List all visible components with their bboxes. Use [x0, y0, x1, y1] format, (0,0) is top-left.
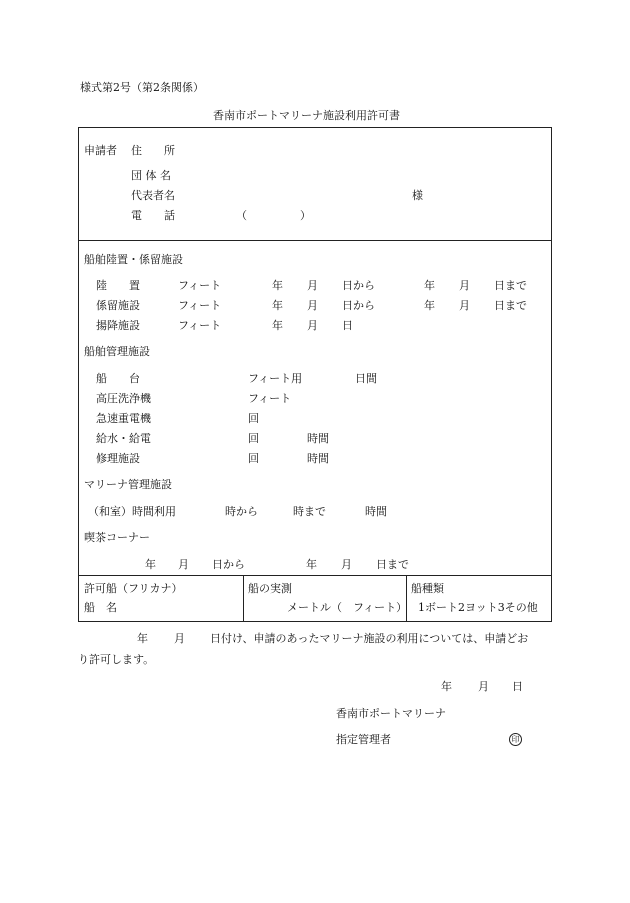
- cafe-year2: 年: [306, 558, 317, 571]
- sign-day: 日: [512, 680, 523, 693]
- applicant-label: 申請者: [84, 144, 117, 157]
- cafe-from: 日から: [212, 558, 245, 571]
- statement-month: 月: [174, 632, 185, 645]
- management-row-unit: 回: [248, 412, 259, 425]
- management-row-unit: 回: [248, 452, 259, 465]
- mooring-row-unit: フィート: [178, 299, 222, 312]
- phone-paren-close: ）: [300, 209, 311, 222]
- statement-line-2: り許可します。: [78, 653, 155, 666]
- sign-year: 年: [441, 680, 452, 693]
- cafe-month2: 月: [341, 558, 352, 571]
- divider-col-2: [406, 575, 407, 622]
- document-title: 香南市ポートマリーナ施設利用許可書: [213, 109, 400, 122]
- group-name-label: 団 体 名: [131, 169, 171, 182]
- statement-line-1: 日付け、申請のあったマリーナ施設の利用については、申請どお: [210, 632, 529, 645]
- divider-bottom-row: [78, 575, 552, 576]
- marina-row-to: 時まで: [293, 505, 326, 518]
- mooring-row-until: 日まで: [494, 279, 527, 292]
- mooring-row-year: 年: [272, 299, 283, 312]
- representative-label: 代表者名: [131, 189, 175, 202]
- ship-name-label: 船 名: [84, 601, 117, 614]
- mooring-row-month: 月: [307, 279, 318, 292]
- mooring-row-year: 年: [272, 319, 283, 332]
- management-row-name: 給水・給電: [96, 432, 151, 445]
- marina-heading: マリーナ管理施設: [84, 478, 172, 491]
- cafe-year: 年: [145, 558, 156, 571]
- mooring-row-month2: 月: [459, 279, 470, 292]
- mooring-row-name: 陸 置: [96, 279, 140, 292]
- management-row-name: 船 台: [96, 372, 140, 385]
- mooring-row-name: 揚降施設: [96, 319, 140, 332]
- measure-label: 船の実測: [248, 582, 292, 595]
- mooring-heading: 船舶陸置・係留施設: [84, 253, 183, 266]
- mooring-row-name: 係留施設: [96, 299, 140, 312]
- management-row-name: 高圧洗浄機: [96, 392, 151, 405]
- management-row-unit: 回: [248, 432, 259, 445]
- mooring-row-day: 日: [342, 319, 353, 332]
- mooring-row-year2: 年: [424, 299, 435, 312]
- permit-ship-label: 許可船（フリカナ）: [84, 582, 183, 595]
- mooring-row-until: 日まで: [494, 299, 527, 312]
- management-row-name: 修理施設: [96, 452, 140, 465]
- divider-col-1: [243, 575, 244, 622]
- management-heading: 船舶管理施設: [84, 345, 150, 358]
- mooring-row-year2: 年: [424, 279, 435, 292]
- mooring-row-from: 日から: [342, 279, 375, 292]
- mooring-row-month: 月: [307, 299, 318, 312]
- phone-label: 電 話: [131, 209, 175, 222]
- mooring-row-month2: 月: [459, 299, 470, 312]
- management-row-extra: 時間: [307, 452, 329, 465]
- ship-type-label: 船種類: [411, 582, 444, 595]
- mooring-row-month: 月: [307, 319, 318, 332]
- divider-applicant: [78, 240, 552, 241]
- mooring-row-year: 年: [272, 279, 283, 292]
- ship-type-options: 1ボート2ヨット3その他: [418, 601, 538, 614]
- marina-row-name: （和室）時間利用: [88, 505, 176, 518]
- management-row-unit: フィート: [248, 392, 292, 405]
- phone-paren-open: （: [236, 209, 247, 222]
- address-label: 住 所: [131, 144, 175, 157]
- form-number: 様式第2号（第2条関係）: [80, 81, 204, 94]
- cafe-month: 月: [178, 558, 189, 571]
- measure-unit: メートル（ フィート）: [287, 601, 408, 614]
- manager-label: 指定管理者: [336, 733, 391, 746]
- cafe-heading: 喫茶コーナー: [84, 531, 150, 544]
- management-row-extra: 時間: [307, 432, 329, 445]
- cafe-until: 日まで: [376, 558, 409, 571]
- management-row-name: 急速重電機: [96, 412, 151, 425]
- sama-label: 様: [412, 189, 423, 202]
- mooring-row-unit: フィート: [178, 319, 222, 332]
- seal-mark: 印: [509, 733, 522, 746]
- mooring-row-unit: フィート: [178, 279, 222, 292]
- organization-name: 香南市ポートマリーナ: [336, 707, 446, 720]
- management-row-extra: 日間: [355, 372, 377, 385]
- statement-year: 年: [137, 632, 148, 645]
- marina-row-hours: 時間: [365, 505, 387, 518]
- management-row-unit: フィート用: [248, 372, 303, 385]
- mooring-row-from: 日から: [342, 299, 375, 312]
- marina-row-from: 時から: [225, 505, 258, 518]
- sign-month: 月: [478, 680, 489, 693]
